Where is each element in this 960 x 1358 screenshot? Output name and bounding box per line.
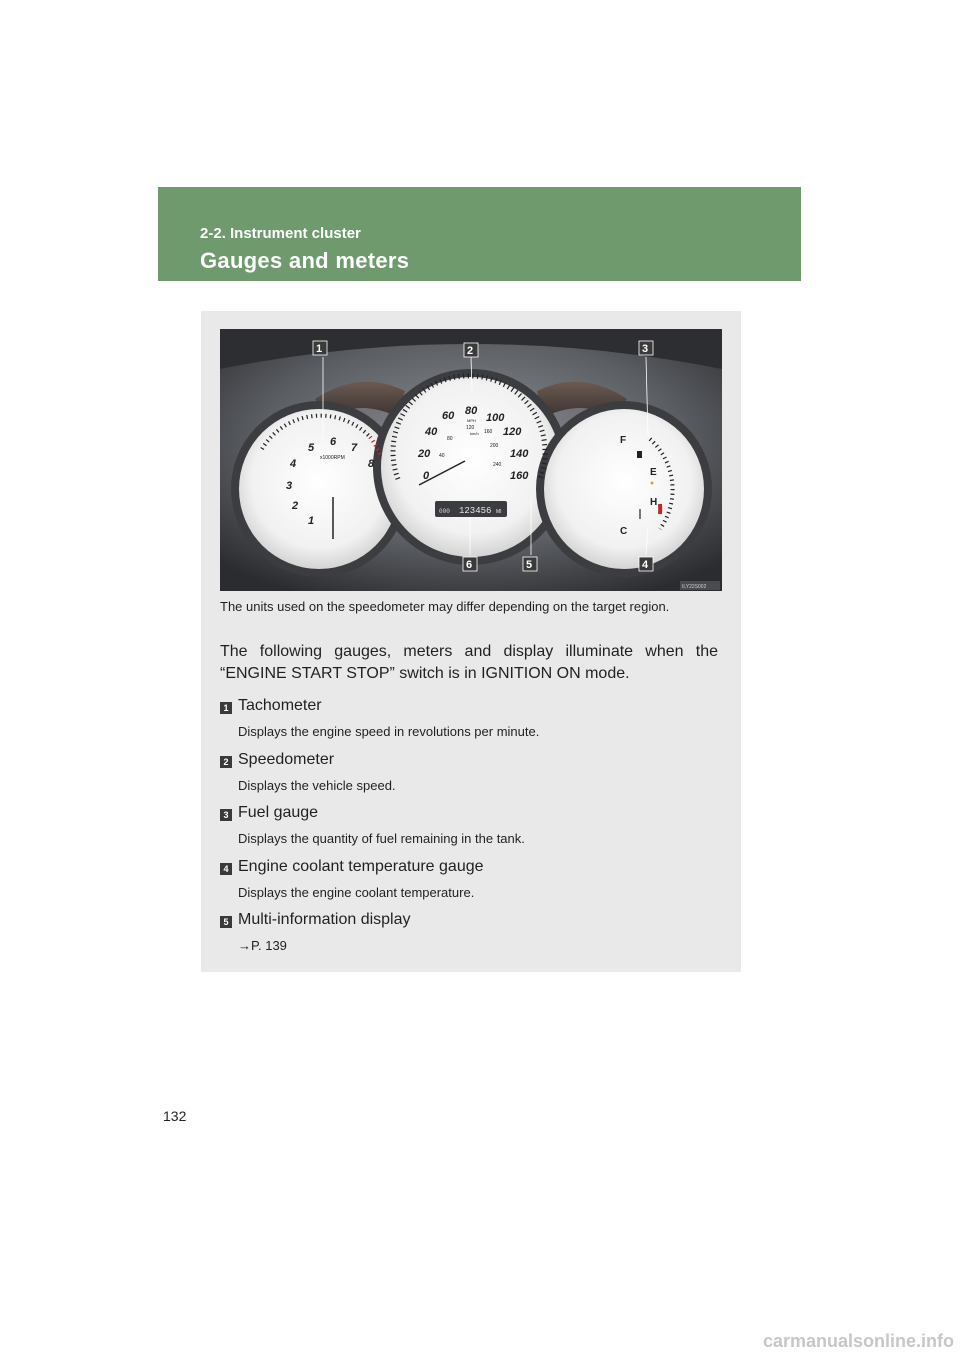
fuel-pump-icon (637, 451, 642, 458)
kmh-number: 240 (493, 462, 502, 468)
item-number-badge: 2 (220, 756, 232, 768)
tach-unit: x1000RPM (320, 455, 345, 461)
kmh-number: 120 (466, 425, 475, 431)
item-title: Fuel gauge (238, 804, 319, 821)
tach-number: 7 (351, 442, 358, 454)
callout-3: 3 (642, 343, 649, 355)
watermark: carmanualsonline.info (762, 1331, 954, 1351)
page-number: 132 (163, 1108, 187, 1124)
odometer-unit: MI (496, 509, 502, 515)
speed-number: 40 (425, 426, 438, 438)
list-item (220, 751, 720, 805)
item-description: Displays the engine speed in revolutions per minute. (238, 724, 540, 739)
callout-6: 6 (466, 559, 473, 571)
speed-number: 140 (510, 448, 529, 460)
item-description: Displays the vehicle speed. (238, 777, 396, 793)
speed-number: 20 (418, 448, 431, 460)
tach-number: 5 (308, 442, 315, 454)
kmh-number: 40 (439, 453, 445, 459)
gauge-list (220, 697, 720, 965)
callout-2: 2 (467, 345, 474, 357)
odometer-value: 123456 (459, 506, 492, 516)
kmh-unit: km/h (470, 431, 479, 436)
page-title: Gauges and meters (200, 248, 410, 273)
instrument-cluster-illustration (220, 329, 722, 591)
fuel-full-label: F (620, 435, 627, 446)
kmh-number: 200 (490, 443, 499, 449)
units-note: The units used on the speedometer may differ depending on the target region. (220, 599, 670, 614)
intro-text: The following gauges, meters and display illuminate when the “ENGINE START STOP” switch is in IGNITION ON mode. (220, 643, 718, 682)
mph-unit: MPH (467, 418, 476, 423)
tach-number: 2 (292, 500, 299, 512)
callout-4: 4 (642, 559, 649, 571)
fuel-empty-label: E (650, 467, 657, 478)
odometer-prefix: 000 (439, 508, 450, 515)
list-item (220, 804, 720, 858)
instrument-cluster-svg (220, 329, 722, 591)
list-item (220, 911, 720, 965)
speed-number: 160 (510, 470, 529, 482)
temp-hot-label: H (650, 497, 658, 508)
item-description: Displays the engine coolant temperature. (238, 884, 475, 900)
speed-number: 80 (465, 405, 478, 417)
list-item (220, 858, 720, 912)
section-label: 2-2. Instrument cluster (200, 225, 361, 242)
page-reference-link[interactable]: →P. 139 (238, 938, 287, 953)
content-box (201, 311, 741, 972)
item-title: Engine coolant temperature gauge (238, 857, 484, 875)
list-item (220, 697, 720, 751)
speed-number: 60 (442, 410, 455, 422)
section-header-band (158, 187, 801, 281)
tach-number: 8 (368, 458, 375, 470)
speed-number: 100 (486, 412, 505, 424)
item-number-badge: 4 (220, 863, 232, 875)
tach-number: 6 (330, 436, 337, 448)
tach-number: 3 (286, 480, 293, 492)
temp-cold-label: C (620, 526, 628, 537)
tach-number: 4 (290, 458, 297, 470)
illustration-code: ILY22S002 (682, 584, 707, 590)
kmh-number: 160 (484, 429, 493, 435)
speed-number: 0 (423, 470, 430, 482)
callout-5: 5 (526, 559, 533, 571)
item-title: Multi-information display (238, 911, 411, 928)
item-number-badge: 5 (220, 916, 232, 928)
tach-number: 1 (308, 515, 315, 527)
item-number-badge: 1 (220, 702, 232, 714)
item-number-badge: 3 (220, 809, 232, 821)
item-title: Speedometer (238, 750, 335, 768)
kmh-number: 80 (447, 436, 453, 442)
item-description: Displays the quantity of fuel remaining in the tank. (238, 831, 525, 846)
speed-number: 120 (503, 426, 522, 438)
item-title: Tachometer (238, 697, 322, 714)
callout-1: 1 (316, 343, 323, 355)
